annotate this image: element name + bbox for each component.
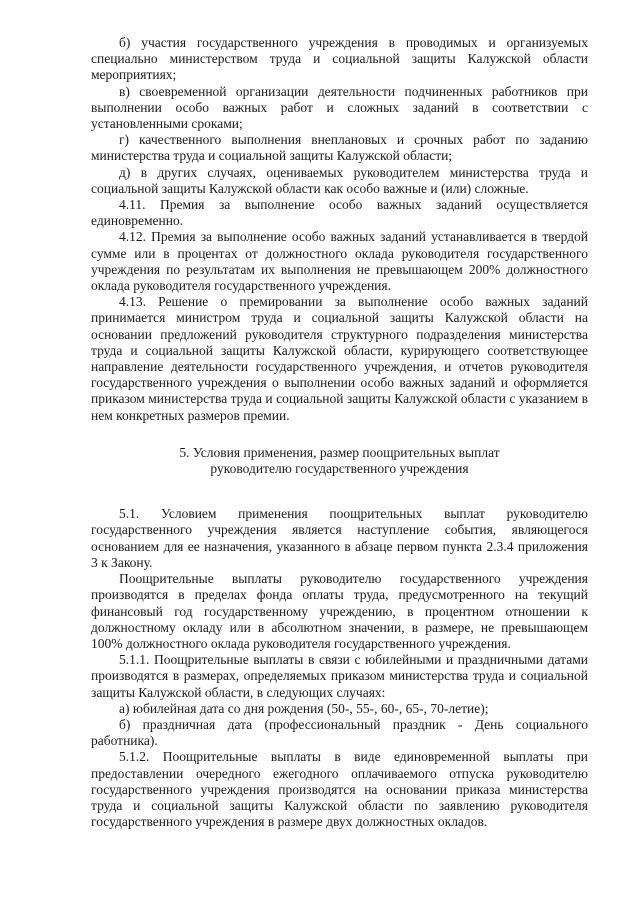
document-body — [91, 35, 588, 830]
spacer — [91, 424, 588, 445]
section-heading-line-2: руководителю государственного учреждения — [210, 461, 469, 477]
paragraph-item-v: в) своевременной организации деятельности подчиненных работников при выполнении особо важных работ и сложных заданий в соответствии с установленными сроками; — [91, 83, 588, 132]
paragraph-4-13: 4.13. Решение о премировании за выполнение особо важных заданий принимается министром труда и социальной защиты Калужской области на основании предложений руководителя структурного подразделения министерства труда и социальной защиты Калужской области, курирующего соответствующее направление деятельности государственного учреждения, и отчетов руководителя государственного учреждения о выполнении особо важных заданий и оформляется приказом министерства труда и социальной защиты Калужской области с указанием в нем конкретных размеров премии. — [91, 294, 588, 423]
paragraph-5-1: 5.1. Условием применения поощрительных выплат руководителю государственного учреждения является наступление события, являющегося основанием для ее назначения, указанного в абзаце первом пункта 2.3.4 приложения 3 к Закону. — [91, 506, 588, 570]
paragraph-item-g: г) качественного выполнения внеплановых и срочных работ по заданию министерства труда и социальной защиты Калужской области; — [91, 132, 588, 164]
paragraph-4-11: 4.11. Премия за выполнение особо важных заданий осуществляется единовременно. — [91, 197, 588, 229]
paragraph-incentive-payments: Поощрительные выплаты руководителю государственного учреждения производятся в пределах фонда оплаты труда, предусмотренного на текущий финансовый год государственному учреждению, в процентном отношении к должностному окладу или в абсолютном значении, в размере, не превышающем 100% должностного оклада руководителя государственного учреждения. — [91, 571, 588, 651]
paragraph-5-1-2: 5.1.2. Поощрительные выплаты в виде единовременной выплаты при предоставлении очередного ежегодного оплачиваемого отпуска руководителю государственного учреждения производятся на основании приказа министерства труда и социальной защиты Калужской области по заявлению руководителя государственного учреждения в размере двух должностных окладов. — [91, 749, 588, 830]
paragraph-4-12: 4.12. Премия за выполнение особо важных заданий устанавливается в твердой сумме или в процентах от должностного оклада руководителя государственного учреждения по результатам их выполнения не превышающем 200% должностного оклада руководителя государственного учреждения. — [91, 229, 588, 294]
spacer — [91, 477, 588, 506]
paragraph-item-d: д) в других случаях, оцениваемых руководителем министерства труда и социальной защиты Калужской области как особо важные и (или) сложные. — [91, 164, 588, 196]
paragraph-holiday-date: б) праздничная дата (профессиональный праздник - День социального работника). — [91, 716, 588, 749]
paragraph-jubilee-date: а) юбилейная дата со дня рождения (50-, 55-, 60-, 65-, 70-летие); — [119, 700, 489, 716]
section-heading-line-1: 5. Условия применения, размер поощрительных выплат — [179, 444, 500, 460]
paragraph-item-b: б) участия государственного учреждения в проводимых и организуемых специально министерством труда и социальной защиты Калужской области мероприятиях; — [91, 35, 588, 83]
paragraph-5-1-1: 5.1.1. Поощрительные выплаты в связи с юбилейными и праздничными датами производятся в размерах, определяемых приказом министерства труда и социальной защиты Калужской области, в следующих случаях: — [91, 652, 588, 700]
